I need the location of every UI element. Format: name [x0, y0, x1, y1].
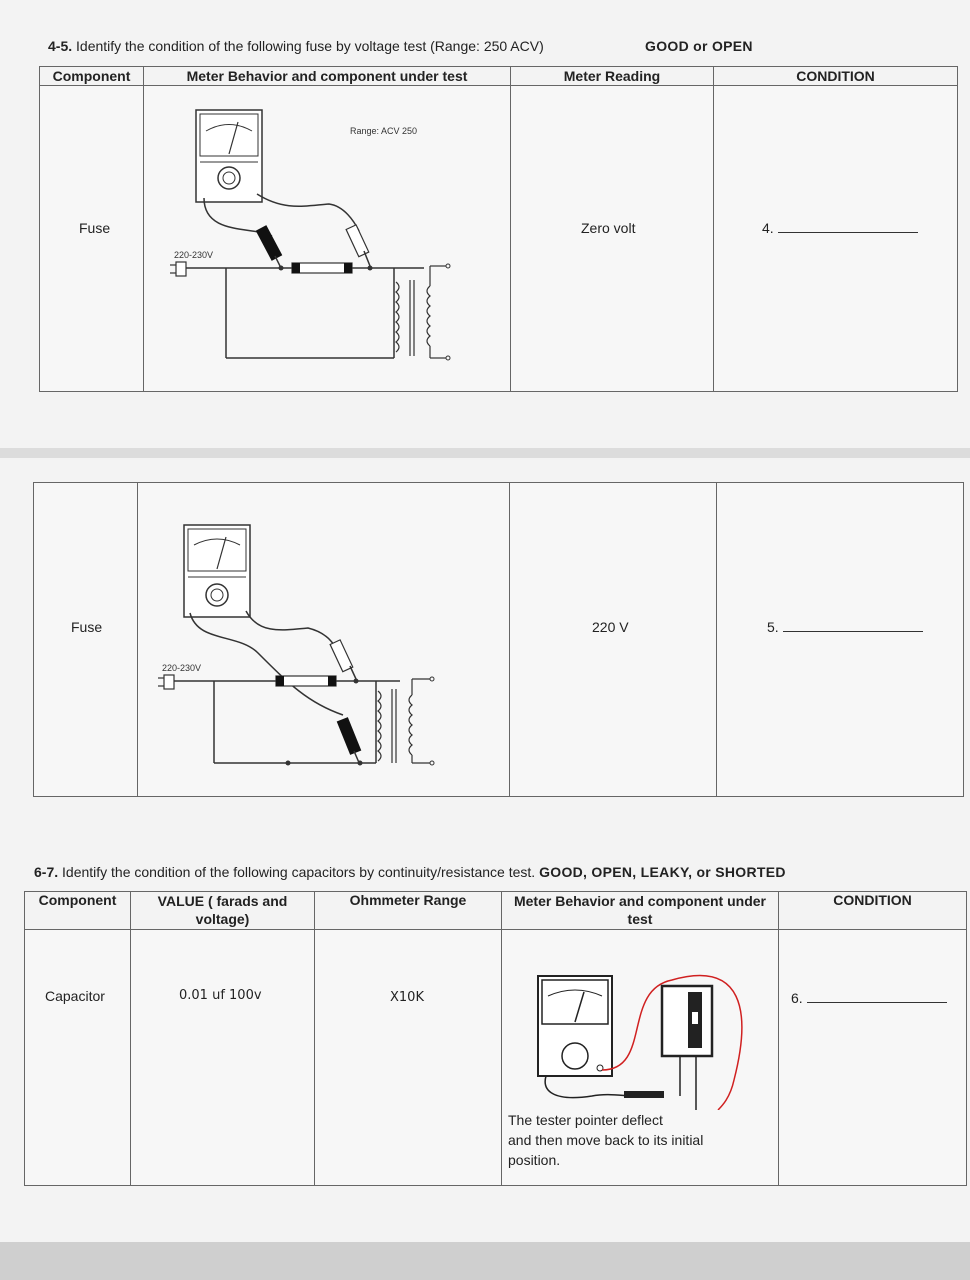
section2-options: GOOD, OPEN, LEAKY, or SHORTED — [539, 864, 786, 880]
header-component: Component — [40, 67, 144, 86]
row2-component: Fuse — [71, 619, 103, 635]
cap-condition-cell — [779, 930, 967, 1186]
section1-instruction: Identify the condition of the following fuse by voltage test (Range: 250 ACV) — [72, 38, 544, 54]
row1-component-cell — [40, 86, 144, 392]
cap-header-behavior: Meter Behavior and component under test — [502, 892, 779, 930]
row1-item-number: 4. — [762, 220, 774, 236]
cap-behavior-line-2: and then move back to its initial — [508, 1132, 704, 1148]
cap-component: Capacitor — [45, 988, 105, 1004]
header-meter-reading: Meter Reading — [511, 67, 714, 86]
fuse-voltage-test-diagram-2 — [138, 483, 510, 797]
row2-item-number: 5. — [767, 619, 779, 635]
cap-behavior-line-3: position. — [508, 1152, 561, 1168]
section2-number: 6-7. — [34, 864, 59, 880]
cap-answer-line[interactable] — [807, 990, 947, 1003]
fuse-table-2 — [33, 482, 964, 797]
row2-component-cell — [34, 483, 138, 797]
bottom-edge — [0, 1242, 970, 1280]
cap-behavior-line-1: The tester pointer deflect — [508, 1112, 663, 1128]
cap-range: X10K — [390, 990, 424, 1005]
fuse-table-1 — [39, 66, 958, 392]
row1-answer[interactable] — [762, 220, 918, 236]
cap-component-cell — [25, 930, 131, 1186]
cap-behavior-cell — [502, 930, 779, 1186]
header-condition: CONDITION — [714, 67, 958, 86]
cap-header-value: VALUE ( farads and voltage) — [131, 892, 315, 930]
cap-answer[interactable] — [791, 990, 947, 1006]
row1-supply-label: 220-230V — [174, 250, 214, 260]
cap-item-number: 6. — [791, 990, 803, 1006]
fuse-voltage-test-diagram-1 — [144, 86, 511, 392]
row1-component: Fuse — [79, 220, 111, 236]
row1-meter-reading: Zero volt — [581, 220, 636, 236]
row1-condition-cell — [714, 86, 958, 392]
row2-meter-reading: 220 V — [592, 619, 629, 635]
cap-range-cell — [315, 930, 502, 1186]
cap-behavior-text — [508, 1110, 703, 1170]
section1-title — [48, 38, 544, 54]
section1-number: 4-5. — [48, 38, 73, 54]
row2-diagram-cell — [138, 483, 510, 797]
row2-answer[interactable] — [767, 619, 923, 635]
cap-header-component: Component — [25, 892, 131, 930]
cap-header-condition: CONDITION — [779, 892, 967, 930]
capacitor-test-diagram — [502, 930, 779, 1110]
row2-answer-line[interactable] — [783, 619, 923, 632]
row2-reading-cell — [510, 483, 717, 797]
row1-range-label: Range: ACV 250 — [350, 126, 418, 136]
section1-options: GOOD or OPEN — [645, 38, 753, 54]
section2-instruction: Identify the condition of the following capacitors by continuity/resistance test. — [58, 864, 536, 880]
row1-reading-cell — [511, 86, 714, 392]
cap-value-cell — [131, 930, 315, 1186]
row2-condition-cell — [717, 483, 964, 797]
section2-title — [34, 864, 786, 880]
cap-value: 0.01 uf 100v — [179, 988, 262, 1003]
row1-diagram-cell — [144, 86, 511, 392]
row1-answer-line[interactable] — [778, 220, 918, 233]
capacitor-table — [24, 891, 967, 1186]
cap-header-range: Ohmmeter Range — [315, 892, 502, 930]
row2-supply-label: 220-230V — [162, 663, 202, 673]
header-meter-behavior: Meter Behavior and component under test — [144, 67, 511, 86]
